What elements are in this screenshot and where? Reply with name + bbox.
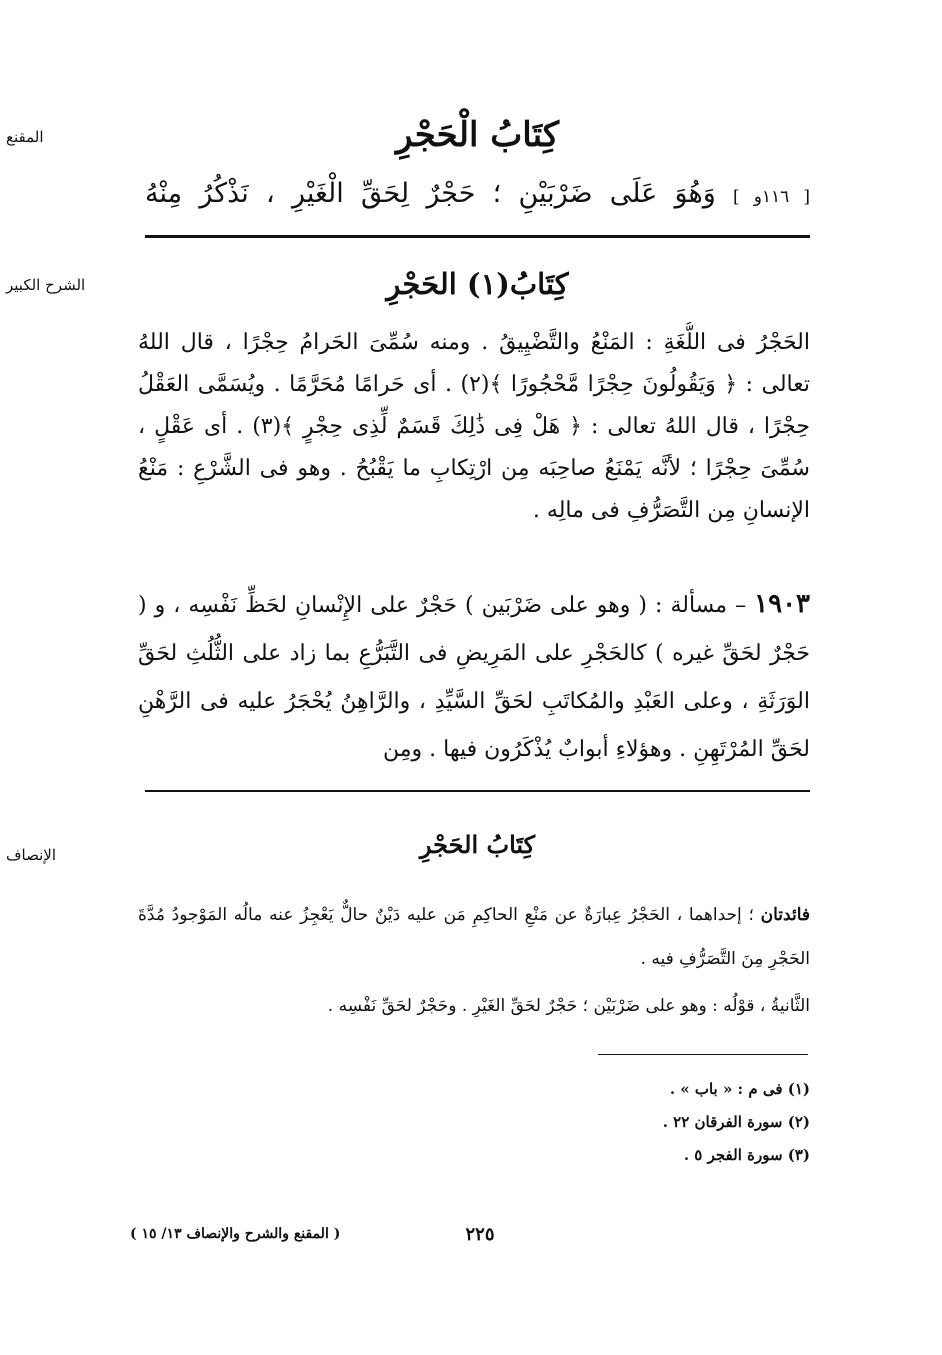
- footnote-3: (٣) سورة الفجر ٥ .: [683, 1146, 810, 1164]
- muqni-title: كِتَابُ الْحَجْرِ: [395, 115, 560, 155]
- insaf-lead-word: فائدتان: [760, 905, 810, 925]
- sharh-paragraph-2: [138, 580, 810, 776]
- muqni-text: وَهُوَ عَلَى ضَرْبَيْنِ ؛ حَجْرٌ لِحَقِّ الْغَيْرِ ، نَذْكُرُ مِنْهُ: [145, 178, 716, 209]
- volume-reference: ( المقنع والشرح والإنصاف ١٣/ ١٥ ): [130, 1226, 341, 1242]
- margin-label-insaf: الإنصاف: [6, 846, 57, 864]
- page-number: ٢٢٥: [465, 1224, 495, 1245]
- insaf-text-1: ؛ إحداهما ، الحَجْرُ عِبارَةٌ عن مَنْعِ الحاكِمِ مَن عليه دَيْنٌ حالٌّ يَعْجِزُ عنه مالُه المَوْجودُ مُدَّةَ الحَجْرِ مِنَ التَّصَرُّفِ فيه .: [138, 905, 810, 969]
- sharh-divider: [145, 790, 810, 792]
- sharh-title: كِتَابُ(١) الحَجْرِ: [386, 267, 569, 301]
- footnote-1: (١) فى م : « باب » .: [669, 1080, 810, 1098]
- insaf-title: كِتَابُ الحَجْرِ: [419, 830, 536, 859]
- muqni-divider: [145, 235, 810, 238]
- muqni-folio-ref: [ ١١٦و ]: [733, 187, 810, 207]
- muqni-text-line: [145, 172, 810, 216]
- insaf-paragraph-1: [138, 893, 810, 983]
- margin-label-muqni: المقنع: [6, 128, 44, 146]
- footnote-2: (٢) سورة الفرقان ٢٢ .: [662, 1113, 810, 1131]
- sharh-paragraph-1: الحَجْرُ فى اللُّغَةِ : المَنْعُ والتَّضْيِيقُ . ومنه سُمِّىَ الحَرامُ حِجْرًا ، قال اللهُ تعالى : ﴿ وَيَقُولُونَ حِجْرًا مَّحْجُورًا ﴾(٢) . أى حَرامًا مُحَرَّمًا . ويُسَمَّى العَقْلُ حِجْرًا ، قال اللهُ تعالى : ﴿ هَلْ فِى ذَٰلِكَ قَسَمٌ لِّذِى حِجْرٍ ﴾(٣) . أى عَقْلٍ ، سُمِّىَ حِجْرًا ؛ لأنَّه يَمْنَعُ صاحِبَه مِن ارْتِكابِ ما يَقْبُحُ . وهو فى الشَّرْعِ : مَنْعُ الإنسانِ مِن التَّصَرُّفِ فى مالِه .: [138, 330, 810, 523]
- issue-number: ١٩٠٣: [754, 589, 810, 619]
- issue-text: – مسألة : ( وهو على ضَرْبَين ) حَجْرٌ على الإِنْسانِ لحَظِّ نَفْسِه ، و ( حَجْرٌ لحَقِّ غيره ) كالحَجْرِ على المَرِيضِ فى التَّبَرُّعِ بما زاد على الثُّلُثِ لحَقِّ الوَرَثَةِ ، وعلى العَبْدِ والمُكاتَبِ لحَقِّ السَّيِّدِ ، والرَّاهِنُ يُحْجَرُ عليه فى الرَّهْنِ لحَقِّ المُرْتَهِنِ . وهؤلاءِ أبوابٌ يُذْكَرُون فيها . ومِن: [138, 593, 810, 762]
- insaf-paragraph-2: الثَّانيةُ ، قوْلُه : وهو على ضَرْبَيْن ؛ حَجْرٌ لحَقِّ الغَيْرِ . وحَجْرٌ لحَقِّ نَفْسِه .: [327, 996, 810, 1016]
- margin-label-sharh: الشرح الكبير: [6, 276, 86, 294]
- footnote-separator: [598, 1054, 808, 1055]
